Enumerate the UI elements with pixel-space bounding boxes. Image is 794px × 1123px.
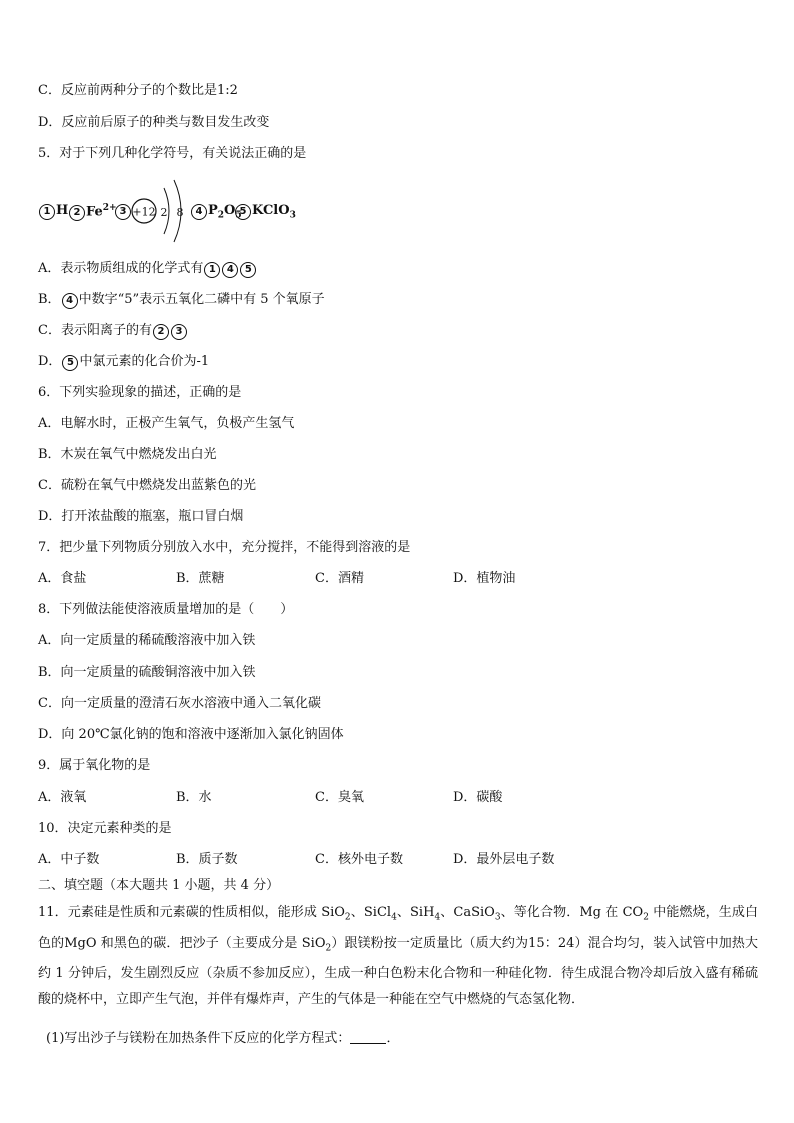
circled-number: 2 [69, 205, 85, 221]
circled-number: 3 [115, 204, 131, 220]
section-heading: 二、填空题（本大题共 1 小题，共 4 分） [38, 878, 280, 893]
q4-option-d: D．反应前后原子的种类与数目发生改变 [38, 115, 270, 130]
circled-number: 2 [153, 324, 169, 340]
q8-option-d: D．向 20℃氯化钠的饱和溶液中逐渐加入氯化钠固体 [38, 727, 344, 742]
circled-number: 5 [240, 262, 256, 278]
q11-paragraph: 11．元素硅是性质和元素碳的性质相似，能形成 SiO$_2$、SiCl$_4$、SiH$_4$、CaSiO$_3$、等化合物．Mg 在 $CO_2$ 中能燃烧，生成白色的MgO 和黑色的碳．把沙子（主要成分是 SiO$_2$）跟镁粉按一定质量比（质大约为15：24）混合均匀，装入试管中加热大约 1 分钟后，发生剧烈反应（杂质不参加反应），生成一种白色粉末化合物和一种硅化物．待生成混合物冷却后放入盛有稀硫酸的烧杯中，立即产生气泡，并伴有爆炸声，产生的气体是一种能在空气中燃烧的气态氢化物． [38, 905, 759, 1008]
q8-option-b: B．向一定质量的硫酸铜溶液中加入铁 [38, 665, 256, 680]
circled-number: 1 [39, 204, 55, 220]
q5-option-d: D． 5 中氯元素的化合价为-1 [38, 354, 210, 369]
circled-number: 4 [62, 293, 78, 309]
q8-stem: 8．下列做法能使溶液质量增加的是（ ） [38, 602, 294, 617]
q5-symbols-row [38, 176, 358, 246]
q8-option-c: C．向一定质量的澄清石灰水溶液中通入二氧化碳 [38, 696, 321, 711]
q7-option-d: D．植物油 [453, 571, 516, 586]
nucleus-charge: +12 [132, 205, 156, 219]
q5-option-a: A．表示物质组成的化学式有 1 4 5 [38, 260, 257, 278]
symbol-5: 5 KClO$_3$ [234, 203, 296, 221]
q7-option-c: C．酒精 [315, 571, 364, 586]
q5-stem: 5．对于下列几种化学符号，有关说法正确的是 [38, 146, 307, 161]
q9-option-a: A．液氧 [38, 790, 87, 805]
q8-option-a: A．向一定质量的稀硫酸溶液中加入铁 [38, 633, 256, 648]
q5-option-b: B． 4 中数字“5”表示五氧化二磷中有 5 个氧原子 [38, 292, 325, 307]
circled-number: 1 [204, 262, 220, 278]
circled-number: 5 [235, 204, 251, 220]
shell-2-electrons: 8 [176, 206, 184, 219]
q7-option-b: B．蔗糖 [176, 571, 225, 586]
symbol-2: 2 $Fe^{2+}$ [68, 203, 117, 221]
circled-number: 4 [222, 262, 238, 278]
q10-option-c: C．核外电子数 [315, 852, 403, 867]
q11-subquestion-1: (1)写出沙子与镁粉在加热条件下反应的化学方程式： ． [46, 1031, 400, 1046]
q7-option-a: A．食盐 [38, 571, 87, 586]
answer-blank[interactable] [350, 1031, 386, 1044]
q9-option-c: C．臭氧 [315, 790, 364, 805]
q9-option-d: D．碳酸 [453, 790, 503, 805]
q6-option-d: D．打开浓盐酸的瓶塞，瓶口冒白烟 [38, 509, 244, 524]
q9-stem: 9．属于氧化物的是 [38, 758, 151, 773]
circled-number: 3 [171, 324, 187, 340]
q10-option-b: B．质子数 [176, 852, 238, 867]
q5-option-c: C．表示阳离子的有 2 3 [38, 322, 188, 340]
q9-option-b: B．水 [176, 790, 212, 805]
q10-option-d: D．最外层电子数 [453, 852, 555, 867]
q6-stem: 6．下列实验现象的描述，正确的是 [38, 385, 242, 400]
symbol-4: 4 $P_2O_5$ [190, 203, 242, 221]
q4-option-c: C．反应前两种分子的个数比是1:2 [38, 83, 238, 98]
circled-number: 4 [191, 204, 207, 220]
q10-stem: 10．决定元素种类的是 [38, 821, 172, 836]
shell-1-electrons: 2 [160, 206, 168, 219]
symbol-1: 1 H [38, 203, 68, 220]
atom-structure-diagram [130, 176, 190, 246]
q10-option-a: A．中子数 [38, 852, 100, 867]
q7-stem: 7．把少量下列物质分别放入水中，充分搅拌，不能得到溶液的是 [38, 540, 411, 555]
q6-option-b: B．木炭在氧气中燃烧发出白光 [38, 447, 217, 462]
circled-number: 5 [62, 355, 78, 371]
q6-option-a: A．电解水时，正极产生氧气，负极产生氢气 [38, 416, 295, 431]
q6-option-c: C．硫粉在氧气中燃烧发出蓝紫色的光 [38, 478, 256, 493]
